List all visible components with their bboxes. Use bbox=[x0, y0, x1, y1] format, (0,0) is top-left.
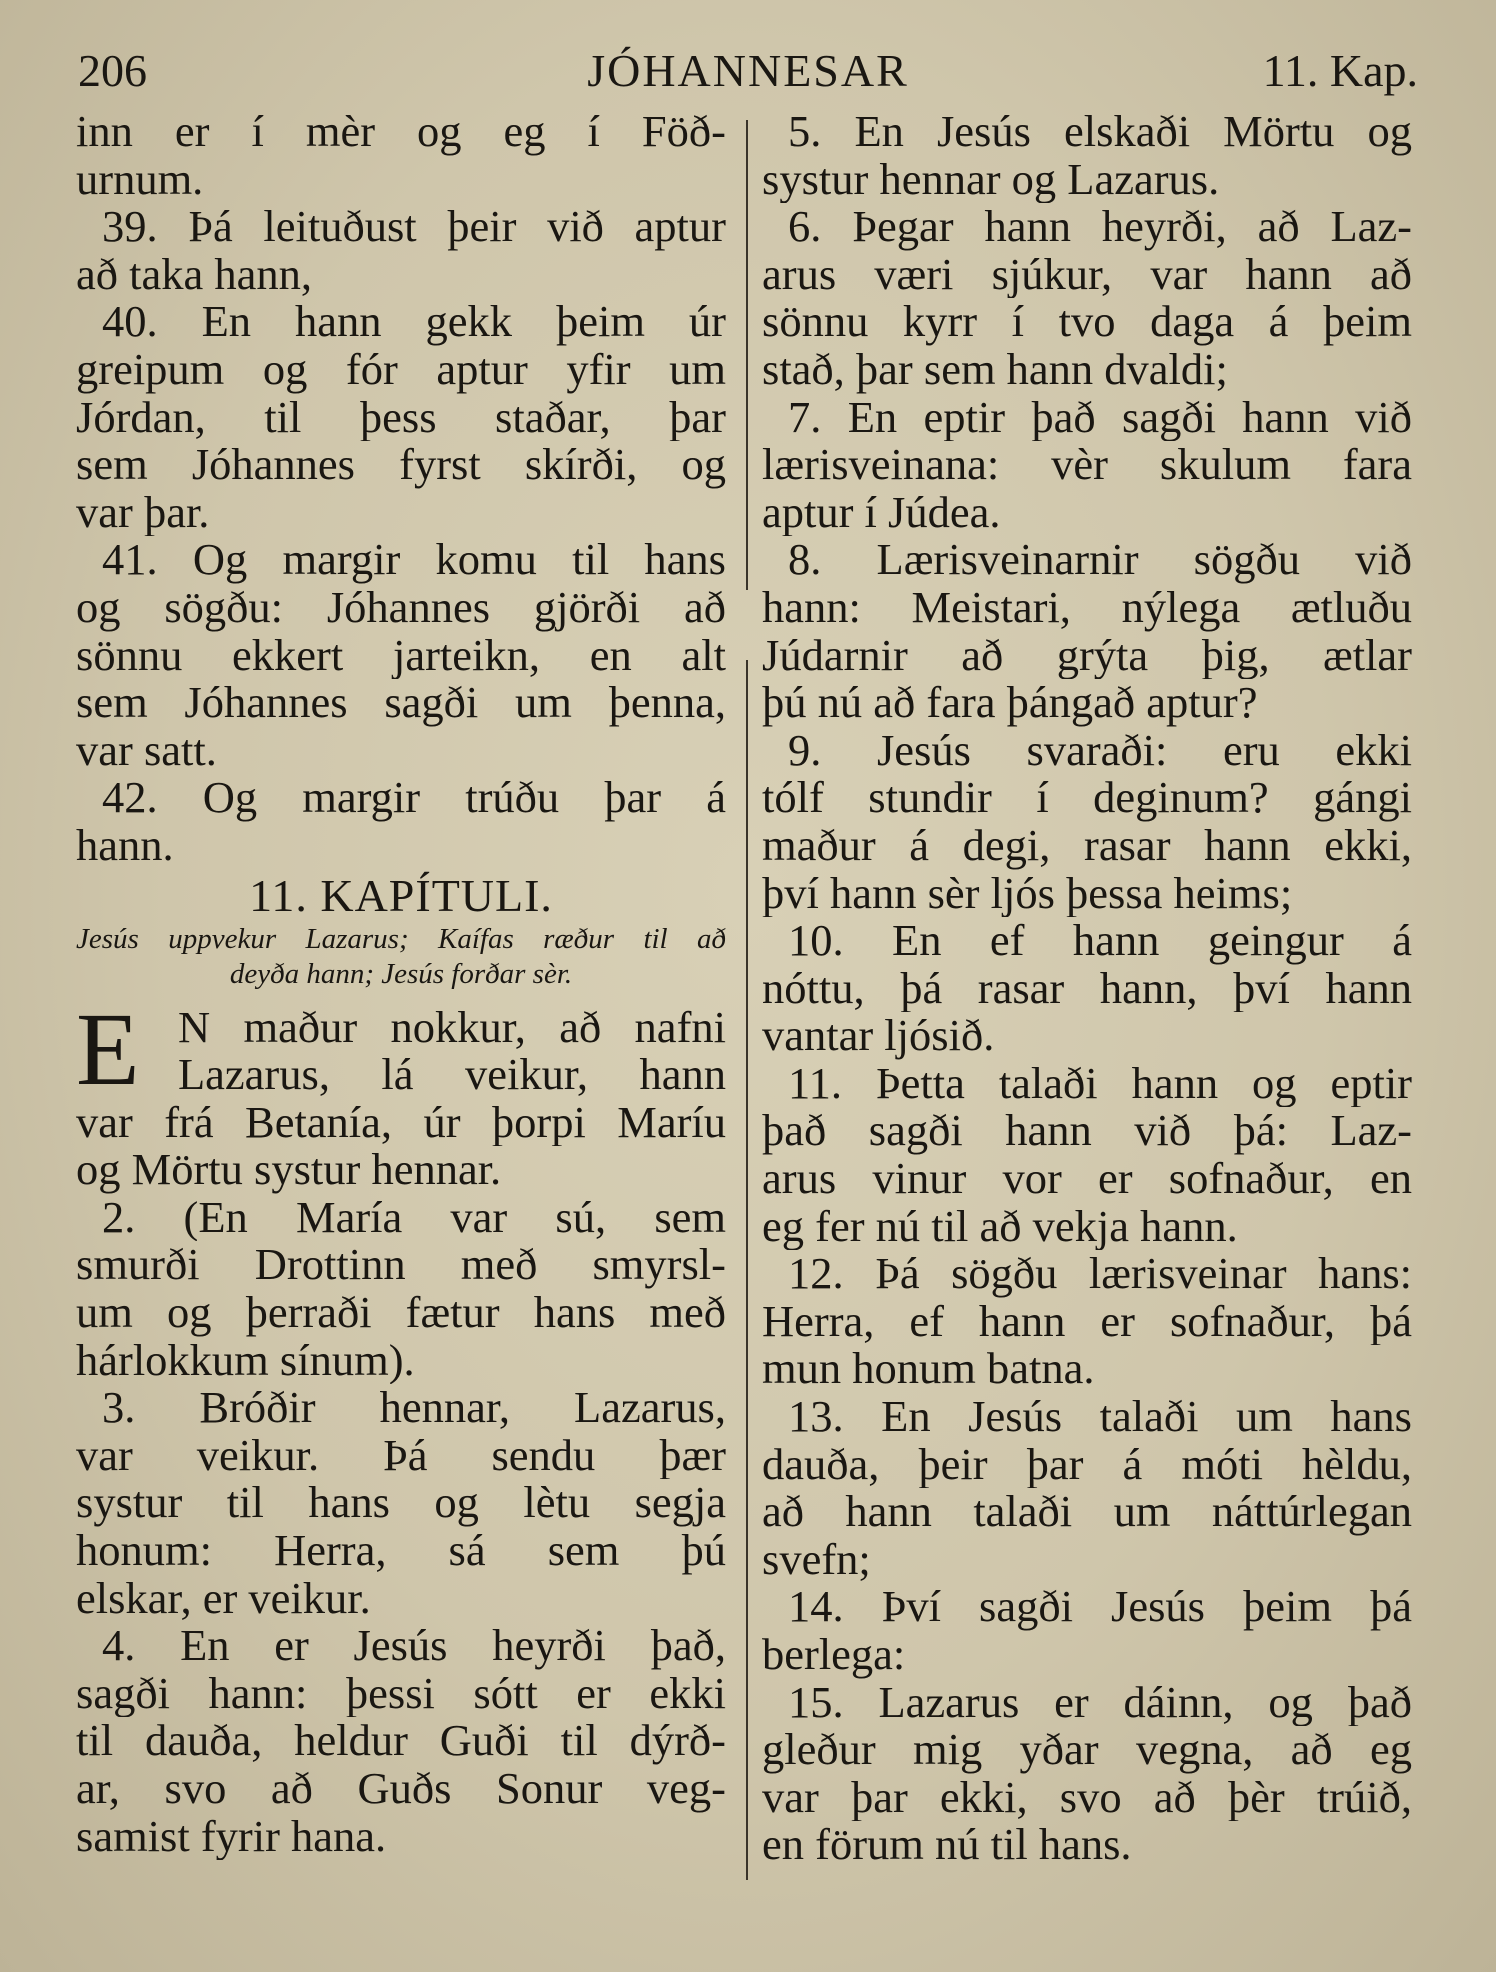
chapter-summary-line: Jesús uppvekur Lazarus; Kaífas ræður til að bbox=[76, 922, 726, 955]
text-line: og sögðu: Jóhannes gjörði að bbox=[76, 583, 726, 632]
verse-line: 42. Og margir trúðu þar á bbox=[102, 774, 726, 822]
text-line: en förum nú til hans. bbox=[762, 1821, 1132, 1869]
text-line: gleður mig yðar vegna, að eg bbox=[762, 1726, 1412, 1774]
text-line: var þar. bbox=[76, 488, 210, 537]
text-line: hann. bbox=[76, 821, 174, 870]
text-line: var veikur. Þá sendu þær bbox=[76, 1431, 726, 1480]
verse-line: 13. En Jesús talaði um hans bbox=[788, 1393, 1412, 1441]
verse-line: 7. En eptir það sagði hann við bbox=[788, 393, 1412, 442]
drop-cap: E bbox=[76, 991, 140, 1107]
text-line: inn er í mèr og eg í Föð- bbox=[76, 108, 726, 156]
verse-line: 11. Þetta talaði hann og eptir bbox=[788, 1059, 1412, 1108]
text-line: vantar ljósið. bbox=[762, 1012, 995, 1060]
verse-line: 6. Þegar hann heyrði, að Laz- bbox=[788, 203, 1412, 251]
chapter-indicator: 11. Kap. bbox=[1262, 45, 1418, 96]
verse-line: 5. En Jesús elskaði Mörtu og bbox=[788, 108, 1412, 156]
text-line: maður á degi, rasar hann ekki, bbox=[762, 821, 1412, 870]
verse-line: 15. Lazarus er dáinn, og það bbox=[788, 1678, 1412, 1727]
verse-line: 40. En hann gekk þeim úr bbox=[102, 298, 726, 346]
text-line: Júdarnir að grýta þig, ætlar bbox=[762, 631, 1412, 680]
book-title: JÓHANNESAR bbox=[587, 45, 909, 96]
text-line: hárlokkum sínum). bbox=[76, 1336, 415, 1385]
column-divider-upper bbox=[746, 120, 748, 590]
text-line: sagði hann: þessi sótt er ekki bbox=[76, 1669, 726, 1718]
text-line: N maður nokkur, að nafni bbox=[178, 1003, 726, 1052]
text-line: dauða, þeir þar á móti hèldu, bbox=[762, 1440, 1412, 1489]
text-line: lærisveinana: vèr skulum fara bbox=[762, 441, 1412, 489]
verse-line: 8. Lærisveinarnir sögðu við bbox=[788, 536, 1412, 584]
text-line: Jórdan, til þess staðar, þar bbox=[76, 393, 726, 442]
text-line: nóttu, þá rasar hann, því hann bbox=[762, 964, 1412, 1013]
text-line: eg fer nú til að vekja hann. bbox=[762, 1202, 1238, 1251]
text-line: því hann sèr ljós þessa heims; bbox=[762, 869, 1293, 918]
verse-line: 41. Og margir komu til hans bbox=[102, 536, 726, 584]
text-line: til dauða, heldur Guði til dýrð- bbox=[76, 1717, 726, 1765]
text-line: sem Jóhannes fyrst skírði, og bbox=[76, 441, 726, 489]
text-line: urnum. bbox=[76, 155, 204, 204]
text-line: þú nú að fara þángað aptur? bbox=[762, 679, 1258, 727]
text-line: samist fyrir hana. bbox=[76, 1812, 387, 1861]
text-line: aptur í Júdea. bbox=[762, 488, 1001, 537]
verse-line: 9. Jesús svaraði: eru ekki bbox=[788, 726, 1412, 775]
page-number: 206 bbox=[78, 45, 147, 96]
text-line: sem Jóhannes sagði um þenna, bbox=[76, 679, 726, 727]
verse-line: 2. (En María var sú, sem bbox=[102, 1193, 726, 1242]
text-line: sönnu ekkert jarteikn, en alt bbox=[76, 631, 726, 680]
text-line: smurði Drottinn með smyrsl- bbox=[76, 1241, 726, 1290]
chapter-title: 11. KAPÍTULI. bbox=[249, 869, 553, 921]
text-line: stað, þar sem hann dvaldi; bbox=[762, 345, 1228, 394]
text-line: var satt. bbox=[76, 726, 217, 775]
text-line: um og þerraði fætur hans með bbox=[76, 1289, 726, 1337]
text-line: berlega: bbox=[762, 1631, 906, 1679]
text-line: var frá Betanía, úr þorpi Maríu bbox=[76, 1098, 726, 1147]
running-head bbox=[78, 40, 1418, 102]
verse-line: 39. Þá leituðust þeir við aptur bbox=[102, 203, 726, 251]
text-line: elskar, er veikur. bbox=[76, 1574, 371, 1623]
text-line: mun honum batna. bbox=[762, 1345, 1095, 1394]
text-line: greipum og fór aptur yfir um bbox=[76, 345, 726, 394]
text-line: að hann talaði um náttúrlegan bbox=[762, 1488, 1412, 1536]
text-line: hann: Meistari, nýlega ætluðu bbox=[762, 583, 1412, 632]
text-line: Herra, ef hann er sofnaður, þá bbox=[762, 1297, 1412, 1346]
text-line: Lazarus, lá veikur, hann bbox=[178, 1051, 726, 1099]
text-line: svefn; bbox=[762, 1535, 871, 1584]
text-line: systur hennar og Lazarus. bbox=[762, 155, 1220, 204]
chapter-summary-line: deyða hann; Jesús forðar sèr. bbox=[229, 957, 573, 990]
right-column bbox=[762, 108, 1412, 1869]
text-line: og Mörtu systur hennar. bbox=[76, 1146, 502, 1194]
left-column bbox=[76, 108, 726, 1860]
opening-paragraph bbox=[76, 991, 726, 1194]
verse-line: 3. Bróðir hennar, Lazarus, bbox=[102, 1384, 726, 1432]
text-line: tólf stundir í deginum? gángi bbox=[762, 774, 1412, 822]
verse-line: 12. Þá sögðu lærisveinar hans: bbox=[788, 1250, 1412, 1298]
text-line: var þar ekki, svo að þèr trúið, bbox=[762, 1773, 1412, 1822]
text-line: systur til hans og lètu segja bbox=[76, 1479, 726, 1528]
column-divider-lower bbox=[746, 660, 748, 1880]
text-line: arus væri sjúkur, var hann að bbox=[762, 250, 1412, 299]
verse-line: 14. Því sagði Jesús þeim þá bbox=[788, 1583, 1412, 1631]
verse-line: 4. En er Jesús heyrði það, bbox=[102, 1622, 726, 1670]
text-line: honum: Herra, sá sem þú bbox=[76, 1527, 726, 1575]
verse-line: 10. En ef hann geingur á bbox=[788, 917, 1412, 965]
text-line: það sagði hann við þá: Laz- bbox=[762, 1107, 1412, 1156]
text-line: sönnu kyrr í tvo daga á þeim bbox=[762, 298, 1412, 346]
text-line: arus vinur vor er sofnaður, en bbox=[762, 1155, 1412, 1203]
text-line: að taka hann, bbox=[76, 250, 312, 299]
text-line: ar, svo að Guðs Sonur veg- bbox=[76, 1765, 726, 1813]
